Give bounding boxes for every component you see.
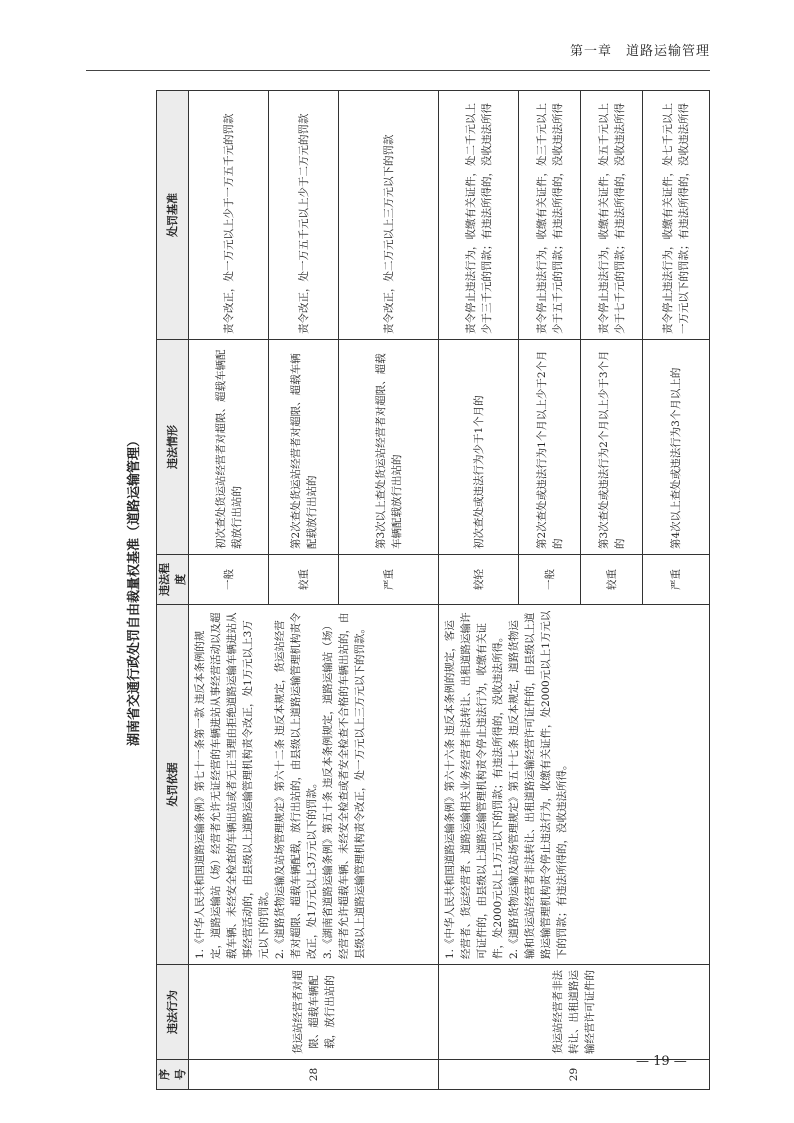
row-28-standard-3: 责令改正，处二万元以上三万元以下的罚款: [339, 91, 439, 339]
table-title: 湖南省交通行政处罚自由裁量权基准（道路运输管理）: [127, 434, 142, 747]
page-number: — 19 —: [636, 1054, 687, 1069]
row-29-basis: [439, 604, 709, 964]
row-29-circumstance-3: 第3次查处或违法行为2个月以上少于3个月的: [581, 339, 643, 554]
row-28-degree-3: 严重: [339, 554, 439, 604]
row-28-standard-1: 责令改正，处一万元以上少于一万五千元的罚款: [189, 91, 269, 339]
row-29-standard-4: 责令停止违法行为，收缴有关证件，处七千元以上一万元以下的罚款；有违法所得的，没收违法所得: [662, 103, 690, 334]
row-29-degree-4: 严重: [643, 554, 709, 604]
row-29-basis-2: 2.《道路货物运输及站场管理规定》第五十七条 违反本规定，道路货物运输和货运站经营者非法转让、出租道路运输经营许可证件的，由县级以上道路运输管理机构责令停止违法行为，收缴有关证件，处2000元以上1万元以下的罚款；有违法所得的，没收违法所得。: [508, 610, 568, 959]
row-28-circumstance-2: 第2次查处货运站经营者对超限、超载车辆配载放行出站的: [269, 339, 339, 554]
rotated-table-area: [120, 90, 710, 1090]
row-29-circumstance-4: 第4次以上查处或违法行为3个月以上的: [643, 339, 709, 554]
row-29-standard-1: 责令停止违法行为，收缴有关证件，处二千元以上少于三千元的罚款；有违法所得的，没收违法所得: [439, 91, 519, 339]
row-29-degree-2: 一般: [519, 554, 581, 604]
row-28-standard-2: 责令改正，处一万五千元以上少于二万元的罚款: [269, 91, 339, 339]
col-header-no: 序号: [157, 1059, 189, 1089]
col-header-degree: 违法程度: [157, 554, 189, 604]
row-29-basis-1: 1.《中华人民共和国道路运输条例》第六十六条 违反本条例的规定，客运经营者、货运经营者、道路运输相关业务经营者非法转让、出租道路运输许可证件的，由县级以上道路运输管理机构责令停止违法行为，收缴有关证件，处2000元以上1万元以下的罚款；有违法所得的，没收违法所得。: [444, 612, 504, 959]
row-28-degree-2: 较重: [269, 554, 339, 604]
row-29-no: 29: [439, 1059, 709, 1089]
row-29-standard-3: 责令停止违法行为，收缴有关证件，处五千元以上少于七千元的罚款；有违法所得的，没收违法所得: [581, 91, 643, 339]
penalty-table: [156, 90, 710, 1090]
row-28-basis-3: 3.《湖南省道路运输条例》第五十条 违反本条例规定，道路运输站（场）经营者允许超载车辆、未经安全检查或者安全检查不合格的车辆出站的，由县级以上道路运输管理机构责令改正，处一万元以上三万元以下的罚款。: [322, 612, 366, 959]
row-29-circumstance-2: 第2次查处或违法行为1个月以上少于2个月的: [519, 339, 581, 554]
row-28-no: 28: [189, 1059, 439, 1089]
row-28-basis: [189, 604, 439, 964]
col-header-standard: 处罚基准: [157, 91, 189, 339]
row-28-degree-1: 一般: [189, 554, 269, 604]
header-rule: [86, 70, 710, 71]
chapter-header: 第一章 道路运输管理: [569, 44, 710, 59]
row-29-behavior: 货运站经营者非法转让、出租道路运输经营许可证件的: [439, 964, 709, 1059]
row-28-basis-2: 2.《道路货物运输及站场管理规定》第六十二条 违反本规定，货运站经营者对超限、超载车辆配载，放行出站的，由县级以上道路运输管理机构责令改正，处1万元以上3万元以下的罚款。: [274, 612, 318, 959]
row-29-circumstance-1: 初次查处或违法行为少于1个月的: [439, 339, 519, 554]
row-29-degree-3: 较重: [581, 554, 643, 604]
row-28-basis-1: 1.《中华人民共和国道路运输条例》第七十一条第一款 违反本条例的规定，道路运输站（场）经营者允许无证经营的车辆进站从事经营活动以及超载车辆、未经安全检查的车辆出站或者无正当理由拒绝道路运输车辆进站从事经营活动的，由县级以上道路运输管理机构责令改正，处1万元以上3万元以下的罚款。: [194, 612, 270, 959]
col-header-basis: 处罚依据: [157, 604, 189, 964]
col-header-behavior: 违法行为: [157, 964, 189, 1059]
col-header-circumstance: 违法情形: [157, 339, 189, 554]
row-29-standard-2: 责令停止违法行为，收缴有关证件，处三千元以上少于五千元的罚款；有违法所得的，没收违法所得: [519, 91, 581, 339]
row-28-circumstance-1: 初次查处货运站经营者对超限、超载车辆配载放行出站的: [189, 339, 269, 554]
row-28-behavior: 货运站经营者对超限、超载车辆配载，放行出站的: [189, 964, 439, 1059]
row-29-degree-1: 较轻: [439, 554, 519, 604]
row-28-circumstance-3: 第3次以上查处货运站经营者对超限、超载车辆配载放行出站的: [339, 339, 439, 554]
